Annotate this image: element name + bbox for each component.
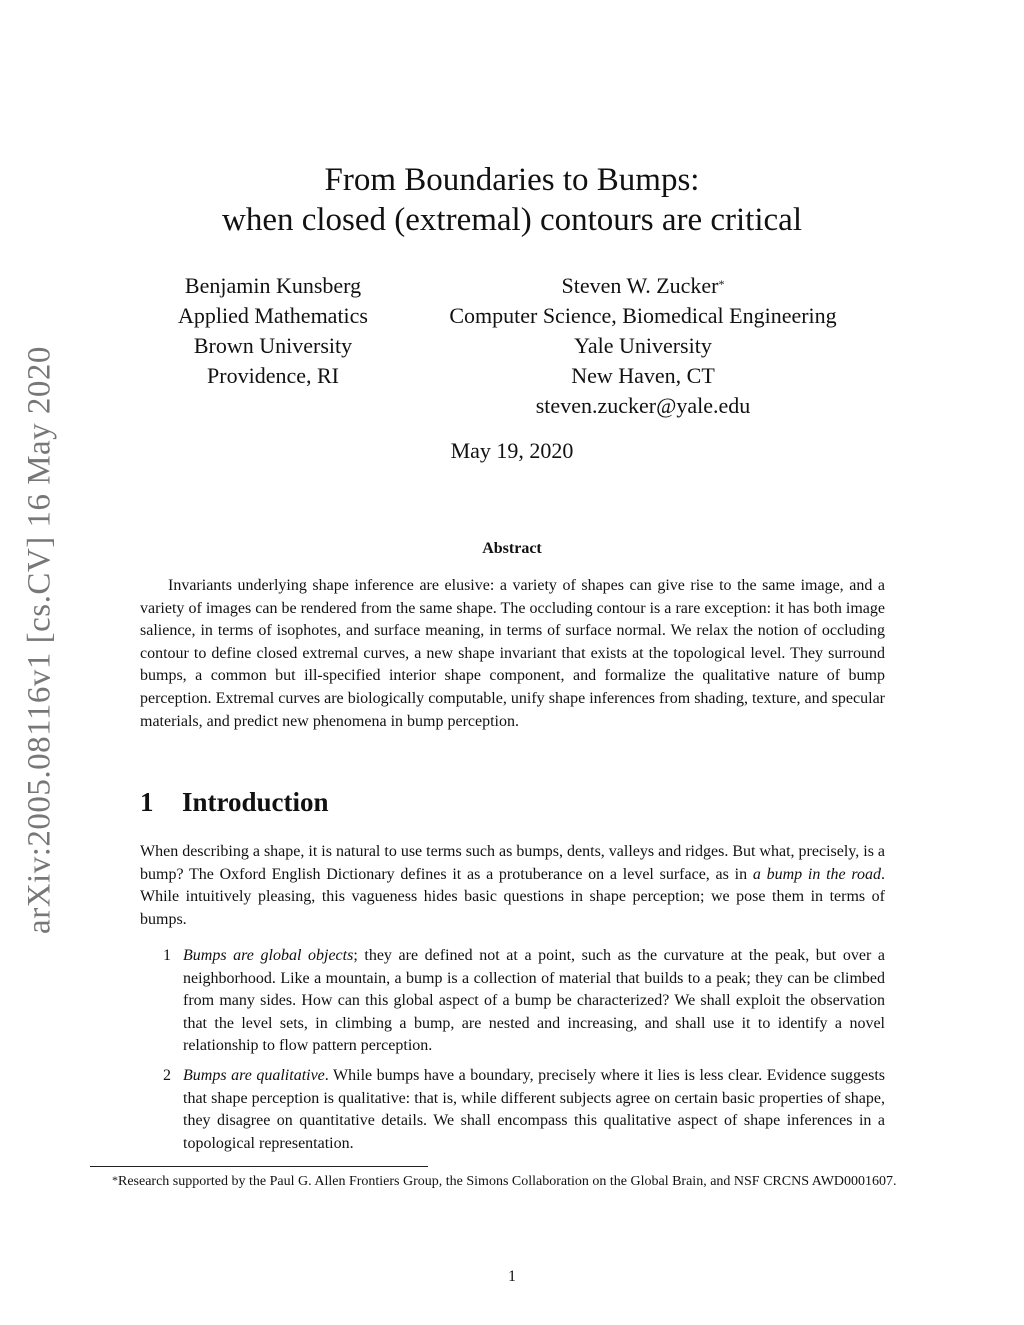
abstract-heading: Abstract: [482, 540, 542, 557]
author-name-line: [418, 271, 868, 301]
list-item-text: . While bumps have a boundary, precisely where it lies is less clear. Evidence suggests that shape perception is qualitative: that is, while different subjects agree on certain basic properties of shape, they disagree on quantitative details. We shall encompass this qualitative aspect of shape inferences in a topological representation.: [183, 1066, 886, 1152]
publication-date: May 19, 2020: [450, 438, 574, 463]
arxiv-identifier-stamp: arXiv:2005.08116v1 [cs.CV] 16 May 2020: [21, 346, 58, 934]
author-block-zucker: [418, 271, 868, 421]
list-item: [140, 945, 885, 1058]
title-line-1: From Boundaries to Bumps:: [324, 162, 700, 198]
author-location: Providence, RI: [207, 363, 339, 388]
title-line-2: when closed (extremal) contours are critical: [222, 202, 802, 238]
footnote: [90, 1172, 935, 1192]
author-department: Computer Science, Biomedical Engineering: [449, 303, 837, 328]
list-item-number: 1: [163, 947, 171, 964]
abstract-text: Invariants underlying shape inference are elusive: a variety of shapes can give rise to the same image, and a variety of images can be rendered from the same shape. The occluding contour is a rare exception: it has both image salience, in terms of isophotes, and surface meaning, in terms of surface normal. We relax the notion of occluding contour to define closed extremal curves, a new shape invariant that exists at the topological level. They surround bumps, a common but ill-specified interior shape component, and formalize the qualitative nature of bump perception. Extremal curves are biologically computable, unify shape inferences from shading, texture, and specular materials, and predict new phenomena in bump perception.: [140, 577, 885, 730]
list-item-lead: Bumps are global objects: [183, 947, 354, 964]
intro-text-start: When describing a shape, it is natural to use terms such as bumps, dents, valleys and ridges. But what, precisely, is a bump? The Oxford English Dictionary defines it as a protuberance on a level surface, as in: [140, 843, 886, 883]
list-item-number: 2: [163, 1066, 171, 1084]
footnote-marker: *: [112, 1173, 118, 1187]
author-email[interactable]: steven.zucker@yale.edu: [535, 393, 751, 418]
list-item-text: ; they are defined not at a point, such as the curvature at the peak, but over a neighborhood. Like a mountain, a bump is a collection of material that builds to a peak; they can be climbed from many sides. How can this global aspect of a bump be characterized? We shall exploit the observation that the level sets, in climbing a bump, are nested and increasing, and shall use it to identify a novel relationship to flow pattern perception.: [183, 947, 886, 1055]
author-institution: Yale University: [574, 333, 712, 358]
intro-text-end: . While intuitively pleasing, this vagueness hides basic questions in shape perception; we pose them in terms of bumps.: [140, 865, 886, 928]
section-number: 1: [140, 787, 154, 817]
author-institution: Brown University: [193, 333, 353, 358]
intro-text-emphasis: a bump in the road: [752, 865, 882, 883]
author-block-kunsberg: [148, 271, 398, 391]
section-title: Introduction: [182, 787, 329, 817]
section-heading-introduction: [140, 787, 329, 818]
footnote-divider: [90, 1166, 428, 1167]
list-item: [140, 1065, 885, 1155]
author-name: Steven W. Zucker: [561, 273, 719, 298]
footnote-marker: *: [718, 277, 725, 291]
author-name: Benjamin Kunsberg: [184, 273, 362, 298]
list-item-lead: Bumps are qualitative: [183, 1066, 325, 1084]
paper-title: [0, 160, 1024, 240]
intro-paragraph: [140, 841, 885, 931]
footnote-text: Research supported by the Paul G. Allen Frontiers Group, the Simons Collaboration on the Global Brain, and NSF CRCNS AWD0001607.: [118, 1174, 897, 1189]
page-number: 1: [508, 1268, 516, 1285]
author-department: Applied Mathematics: [177, 303, 368, 328]
question-list: [140, 945, 885, 1162]
author-location: New Haven, CT: [571, 363, 715, 388]
